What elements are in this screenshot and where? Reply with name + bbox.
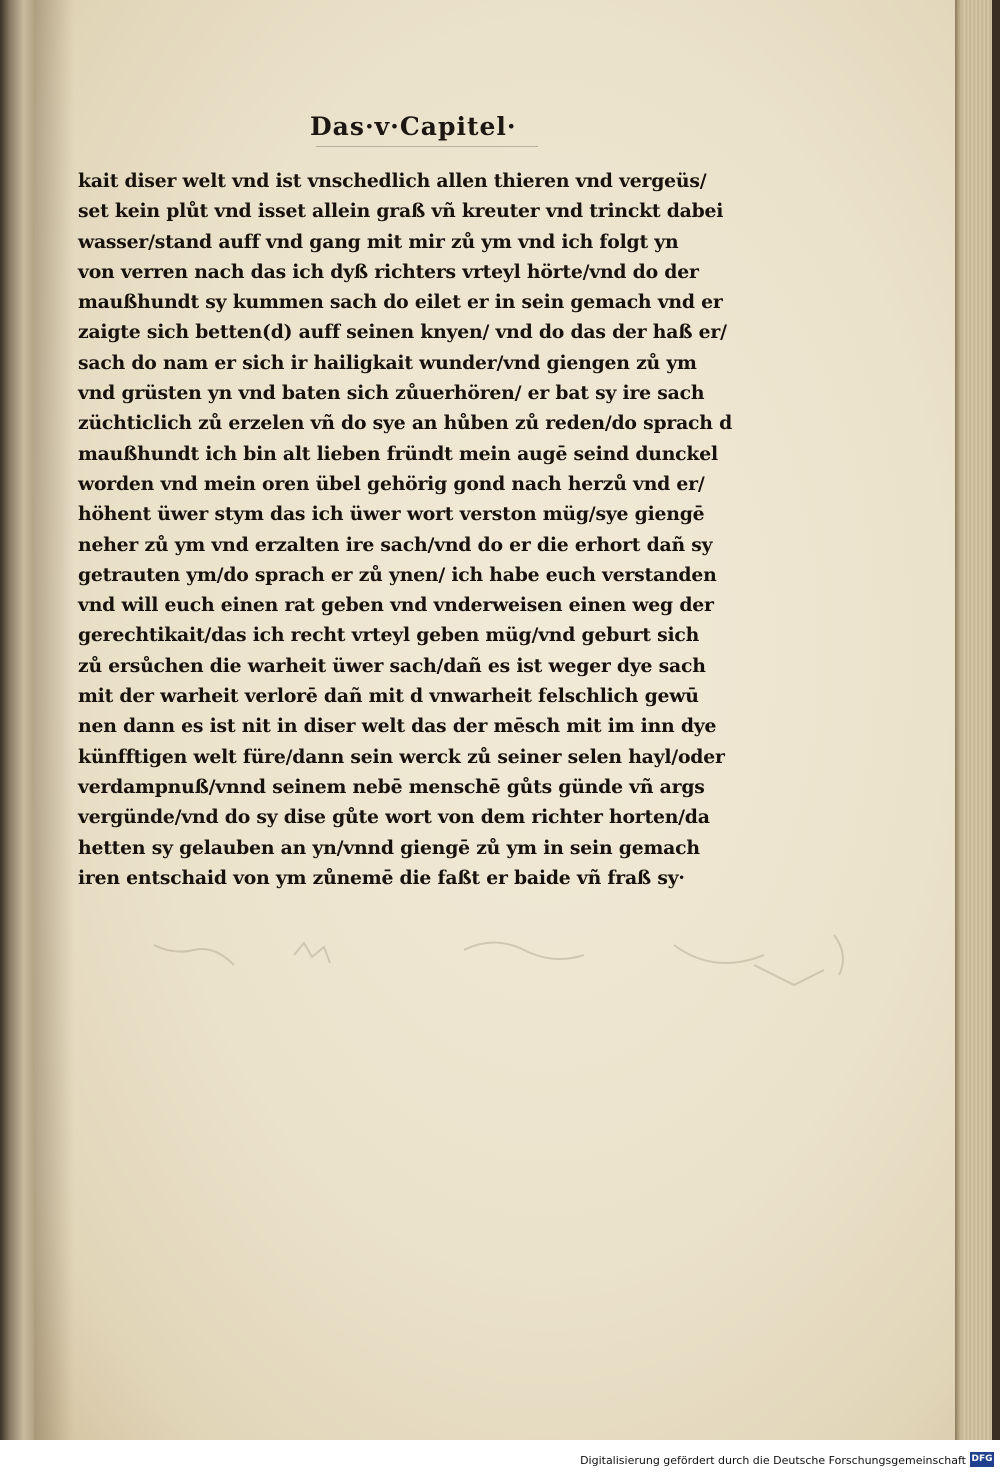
text-line: wasser/stand auff vnd gang mit mir zů ym vnd ich folgt yn (78, 230, 679, 253)
chapter-heading: Das·v·Capitel· (310, 112, 517, 141)
body-text (78, 166, 758, 893)
text-line: höhent üwer stym das ich üwer wort verston müg/sye giengē (78, 503, 705, 526)
text-line: kait diser welt vnd ist vnschedlich allen thieren vnd vergeüs/ (78, 170, 707, 192)
text-line: worden vnd mein oren übel gehörig gond nach herzů vnd er/ (78, 472, 705, 495)
dfg-logo: DFG (970, 1452, 994, 1467)
heading-divider (316, 146, 538, 147)
text-line: verdampnuß/vnnd seinem nebē menschē gůts günde vñ args (78, 775, 705, 798)
text-line: vnd grüsten yn vnd baten sich zůuerhören/ er bat sy ire sach (78, 382, 705, 405)
funding-credit: Digitalisierung gefördert durch die Deutsche Forschungsgemeinschaft (580, 1454, 966, 1467)
page-stack-edge (955, 0, 1000, 1440)
text-line: zů ersůchen die warheit üwer sach/dañ es ist weger dye sach (78, 654, 706, 677)
text-line: künfftigen welt füre/dann sein werck zů seiner selen hayl/oder (78, 745, 725, 768)
text-line: vnd will euch einen rat geben vnd vnderweisen einen weg der (78, 594, 714, 617)
text-line: nen dann es ist nit in diser welt das der mēsch mit im inn dye (78, 715, 717, 738)
left-page-edge (0, 0, 34, 1440)
text-line: gerechtikait/das ich recht vrteyl geben müg/vnd geburt sich (78, 624, 700, 647)
text-line: zaigte sich betten(d) auff seinen knyen/ vnd do das der haß er/ (78, 321, 727, 344)
text-line: von verren nach das ich dyß richters vrteyl hörte/vnd do der (78, 260, 699, 283)
text-line: züchticlich zů erzelen vñ do sye an hůben zů reden/do sprach d (78, 412, 733, 435)
text-line: hetten sy gelauben an yn/vnnd giengē zů ym in sein gemach (78, 836, 700, 859)
text-line: mit der warheit verlorē dañ mit d vnwarheit felschlich gewū (78, 685, 699, 708)
show-through-illustration (114, 925, 874, 1015)
text-line: getrauten ym/do sprach er zů ynen/ ich habe euch verstanden (78, 563, 717, 586)
text-line: maußhundt sy kummen sach do eilet er in sein gemach vnd er (78, 291, 723, 314)
text-line: neher zů ym vnd erzalten ire sach/vnd do er die erhort dañ sy (78, 533, 713, 556)
text-line: sach do nam er sich ir hailigkait wunder/vnd giengen zů ym (78, 351, 697, 374)
text-line: maußhundt ich bin alt lieben fründt mein augē seind dunckel (78, 442, 718, 465)
text-line: vergünde/vnd do sy dise gůte wort von dem richter horten/da (78, 806, 710, 829)
text-line: iren entschaid von ym zůnemē die faßt er baide vñ fraß sy· (78, 866, 685, 889)
text-line: set kein plůt vnd isset allein graß vñ kreuter vnd trinckt dabei (78, 200, 724, 223)
